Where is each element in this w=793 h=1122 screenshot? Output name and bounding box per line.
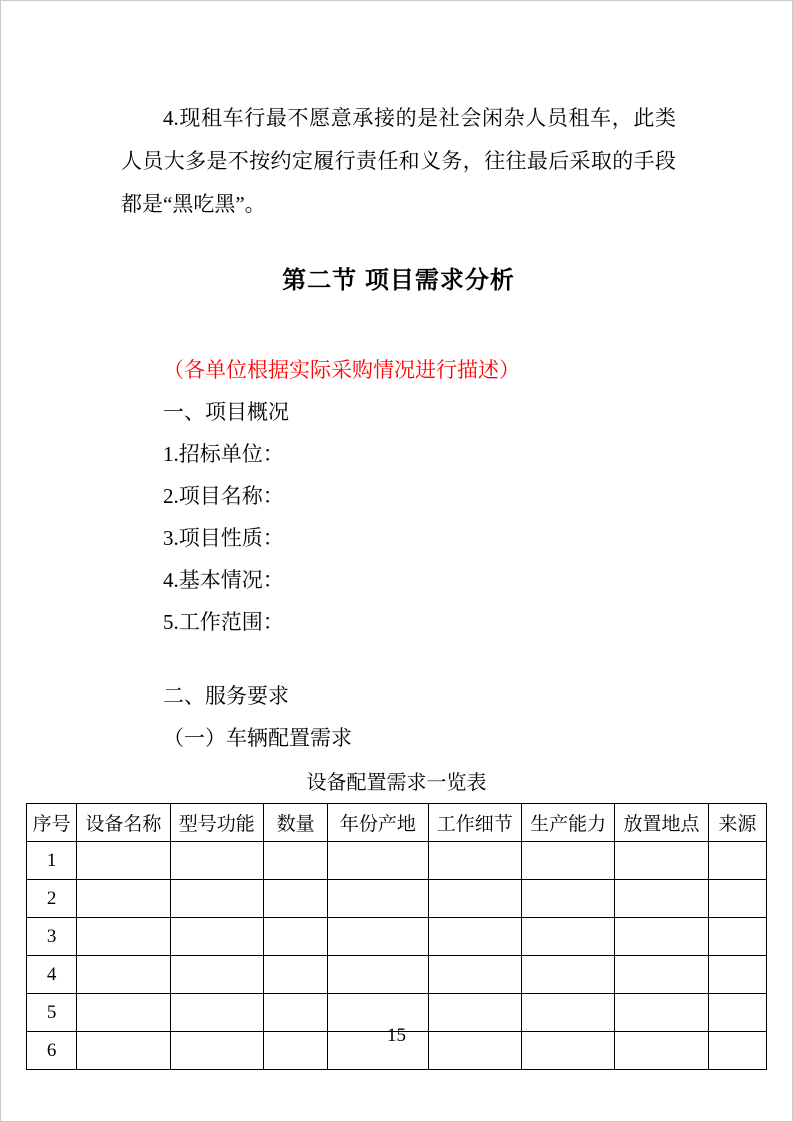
row-number-cell: 4: [27, 956, 77, 994]
table-header-3: 数量: [263, 804, 327, 842]
list-item-project-name: 2.项目名称：: [163, 484, 284, 509]
empty-cell: [521, 880, 614, 918]
table-row: [27, 918, 767, 956]
section-heading: 第二节 项目需求分析: [282, 267, 515, 295]
table-row: [27, 880, 767, 918]
overview-heading: 一、项目概况: [163, 400, 289, 425]
empty-cell: [615, 918, 708, 956]
table-header-7: 放置地点: [615, 804, 708, 842]
table-header-2: 型号功能: [170, 804, 263, 842]
empty-cell: [263, 956, 327, 994]
red-note: （各单位根据实际采购情况进行描述）: [163, 358, 520, 383]
empty-cell: [708, 880, 766, 918]
empty-cell: [428, 880, 521, 918]
list-item-bid-unit: 1.招标单位：: [163, 442, 284, 467]
empty-cell: [615, 880, 708, 918]
empty-cell: [428, 918, 521, 956]
empty-cell: [521, 918, 614, 956]
list-item-project-nature: 3.项目性质：: [163, 526, 284, 551]
empty-cell: [77, 918, 170, 956]
empty-cell: [77, 956, 170, 994]
empty-cell: [428, 956, 521, 994]
table-header-1: 设备名称: [77, 804, 170, 842]
empty-cell: [170, 842, 263, 880]
page-content: [1, 1, 792, 759]
table-header-8: 来源: [708, 804, 766, 842]
empty-cell: [328, 880, 428, 918]
table-header-0: 序号: [27, 804, 77, 842]
service-heading: 二、服务要求: [163, 684, 289, 709]
row-number-cell: 3: [27, 918, 77, 956]
empty-cell: [263, 842, 327, 880]
page-number: 15: [387, 1025, 406, 1046]
table-header-5: 工作细节: [428, 804, 521, 842]
table-header-4: 年份产地: [328, 804, 428, 842]
empty-cell: [170, 880, 263, 918]
row-number-cell: 2: [27, 880, 77, 918]
empty-cell: [708, 842, 766, 880]
empty-cell: [170, 918, 263, 956]
empty-cell: [328, 842, 428, 880]
table-header-6: 生产能力: [521, 804, 614, 842]
row-number-cell: 1: [27, 842, 77, 880]
empty-cell: [263, 918, 327, 956]
empty-cell: [328, 918, 428, 956]
empty-cell: [521, 842, 614, 880]
vehicle-subheading: （一）车辆配置需求: [163, 726, 352, 751]
table-row: [27, 842, 767, 880]
empty-cell: [615, 842, 708, 880]
list-item-basic-situation: 4.基本情况：: [163, 568, 284, 593]
empty-cell: [77, 880, 170, 918]
empty-cell: [708, 918, 766, 956]
table-title: 设备配置需求一览表: [306, 772, 487, 795]
row-number-cell: 6: [27, 1032, 77, 1070]
table-header-row: [27, 804, 767, 842]
empty-cell: [615, 956, 708, 994]
list-item-work-scope: 5.工作范围：: [163, 610, 284, 635]
empty-cell: [328, 956, 428, 994]
empty-cell: [708, 956, 766, 994]
row-number-cell: 5: [27, 994, 77, 1032]
empty-cell: [170, 956, 263, 994]
empty-cell: [521, 956, 614, 994]
table-row: [27, 956, 767, 994]
empty-cell: [263, 880, 327, 918]
intro-paragraph: 4.现租车行最不愿意承接的是社会闲杂人员租车，此类人员大多是不按约定履行责任和义务，往往最后采取的手段都是“黑吃黑”。: [121, 106, 676, 217]
empty-cell: [428, 842, 521, 880]
empty-cell: [77, 842, 170, 880]
